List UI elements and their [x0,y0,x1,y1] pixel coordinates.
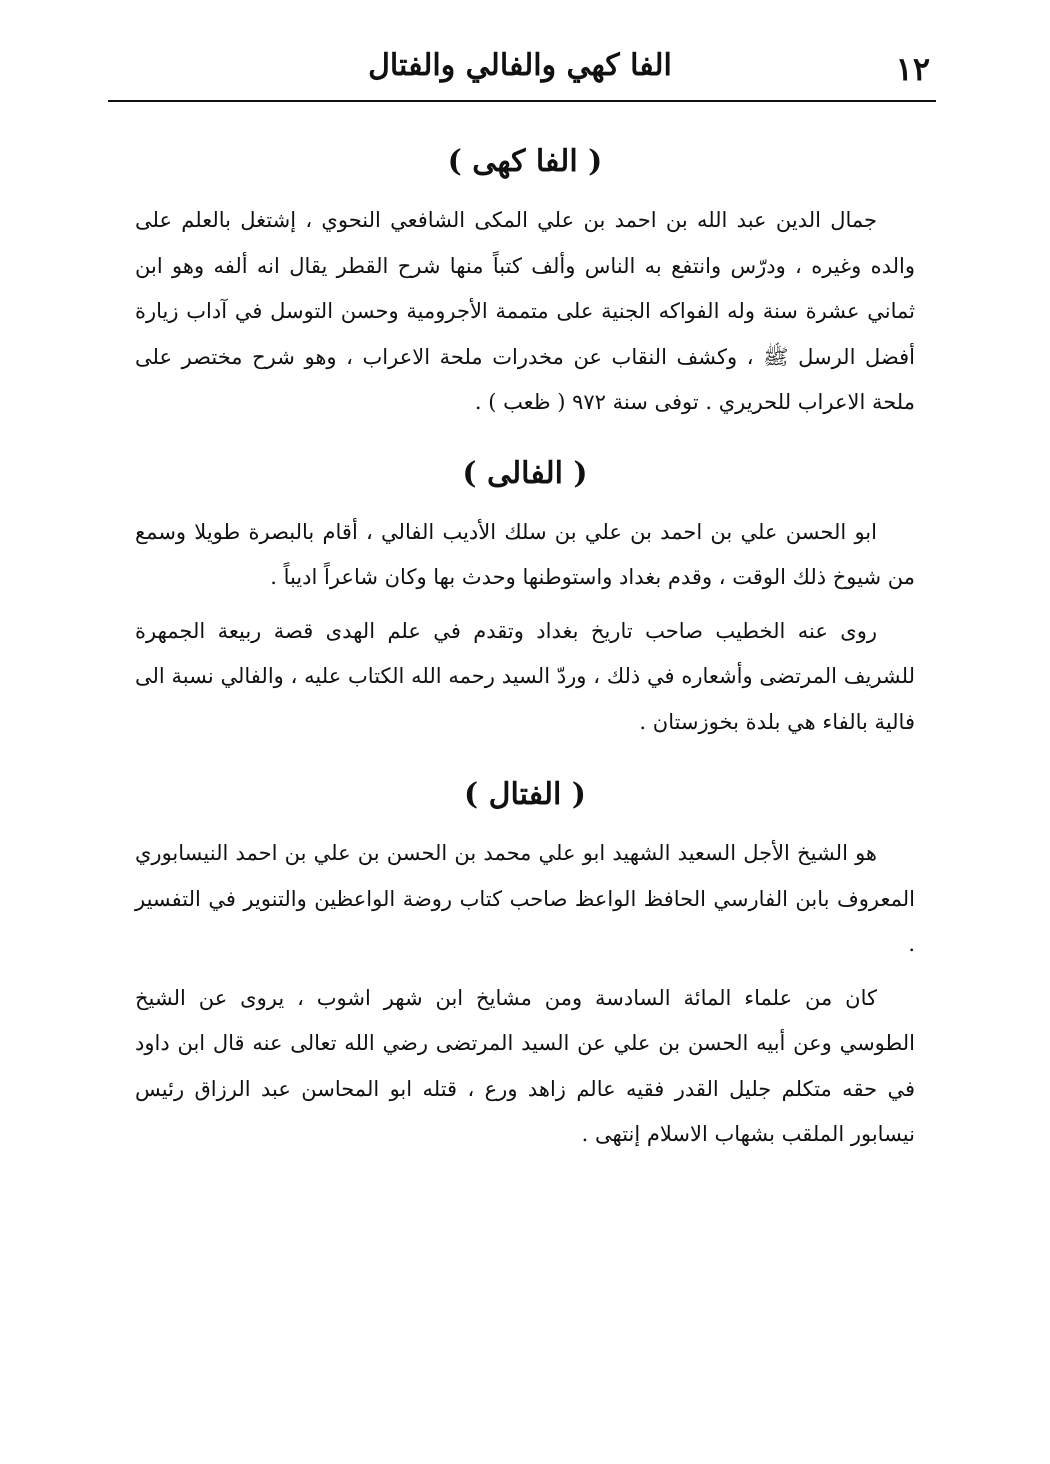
paragraph: هو الشيخ الأجل السعيد الشهيد ابو علي محمد بن الحسن بن علي بن احمد النيسابوري المعروف بابن الفارسي الحافظ الواعظ صاحب كتاب روضة الواعظين والتنوير في التفسير . [135,841,915,956]
paragraph: روى عنه الخطيب صاحب تاريخ بغداد وتقدم في علم الهدى قصة ربيعة الجمهرة للشريف المرتضى وأشعاره في ذلك ، وردّ السيد رحمه الله الكتاب عليه ، والفالي نسبة الى فالية بالفاء هي بلدة بخوزستان . [135,618,915,734]
section-heading: ( الفتال ) [464,777,586,812]
section-fattal [135,767,915,1158]
paragraph: جمال الدين عبد الله بن احمد بن علي المكى الشافعي النحوي ، إشتغل بالعلم على والده وغيره ، ودرّس وانتفع به الناس وألف كتباً منها شرح القطر يقال انه ألفه وهو ابن ثماني عشرة سنة وله الفواكه الجنية على متممة الأجرومية وحسن التوسل في آداب زيارة أفضل الرسل ﷺ ، وكشف النقاب عن مخدرات ملحة الاعراب ، وهو شرح مختصر على ملحة الاعراب للحريري . توفى سنة ٩٧٢ ( ظعب ) . [135,208,915,414]
header-rule [108,100,936,102]
section-fakihi [135,134,915,426]
paragraph: كان من علماء المائة السادسة ومن مشايخ ابن شهر اشوب ، يروى عن الشيخ الطوسي وعن أبيه الحسن بن علي عن السيد المرتضى رضي الله تعالى عنه قال ابن داود في حقه متكلم جليل القدر فقيه عالم زاهد ورع ، قتله ابو المحاسن عبد الرزاق رئيس نيسابور الملقب بشهاب الاسلام إنتهى . [135,985,915,1146]
section-fali [135,446,915,746]
page-header [100,40,940,100]
paragraph: ابو الحسن علي بن احمد بن علي بن سلك الأديب الفالي ، أقام بالبصرة طويلا وسمع من شيوخ ذلك الوقت ، وقدم بغداد واستوطنها وحدث بها وكان شاعراً اديباً . [135,519,915,589]
running-title: الفا كهي والفالي والفتال [368,48,672,83]
section-heading: ( الفالى ) [462,455,588,491]
page-number: ١٢ [895,50,930,88]
section-heading: ( الفا كهى ) [447,144,603,179]
page-body [135,130,915,1166]
